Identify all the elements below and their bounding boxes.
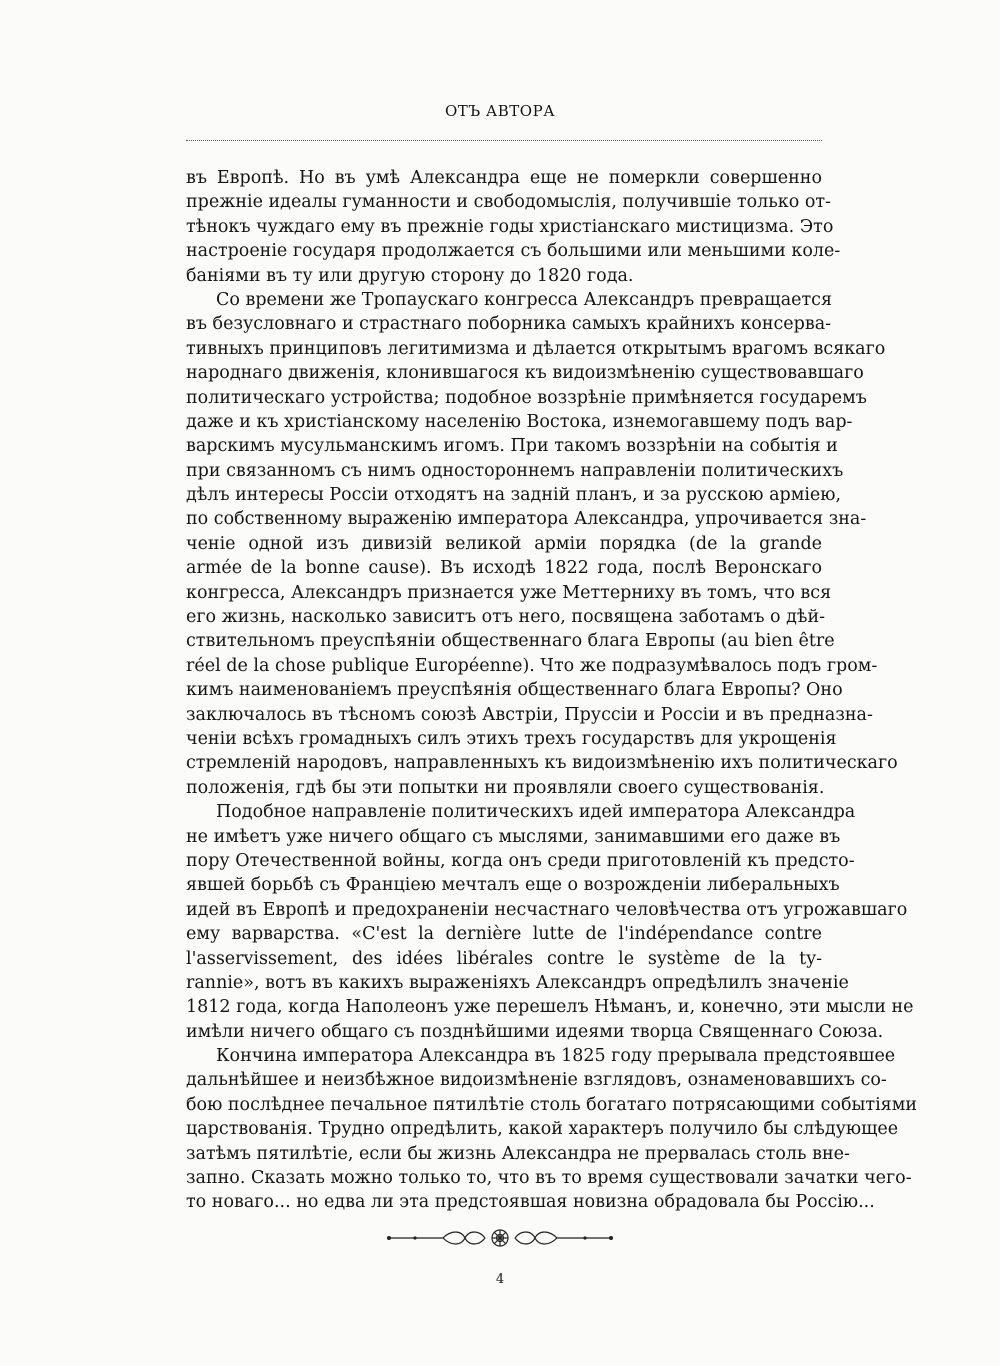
text-line: rannie», вотъ въ какихъ выраженіяхъ Александръ опредѣлилъ значеніе	[186, 972, 849, 993]
text-line: не имѣетъ уже ничего общаго съ мыслями, занимавшими его даже въ	[186, 826, 841, 847]
text-line: политическаго устройства; подобное воззрѣніе примѣняется государемъ	[186, 387, 867, 408]
text-line: баніями въ ту или другую сторону до 1820 года.	[186, 265, 634, 286]
text-line: идей въ Европѣ и предохраненіи несчастнаго человѣчества отъ угрожавшаго	[186, 899, 908, 920]
page-number: 4	[495, 1272, 505, 1287]
text-line: царствованія. Трудно опредѣлить, какой характеръ получило бы слѣдующее	[186, 1119, 899, 1140]
text-line: l'asservissement, des idées libérales contre le système de la ty-	[186, 948, 822, 969]
text-line: Кончина императора Александра въ 1825 году прерывала предстоявшее	[216, 1046, 896, 1067]
text-line: réel de la chose publique Européenne). Что же подразумѣвалось подъ гром-	[186, 655, 878, 676]
text-line: пору Отечественной войны, когда онъ среди приготовленій къ предсто-	[186, 850, 855, 871]
text-line: 1812 года, когда Наполеонъ уже перешелъ Нѣманъ, и, конечно, эти мысли не	[186, 997, 914, 1018]
text-line: народнаго движенія, клонившагося къ видоизмѣненію существовавшаго	[186, 363, 864, 384]
text-line: тѣнокъ чуждаго ему въ прежніе годы христіанскаго мистицизма. Это	[186, 216, 834, 237]
text-line: запно. Сказать можно только то, что въ то время существовали зачатки чего-	[186, 1168, 912, 1189]
text-line: тивныхъ принциповъ легитимизма и дѣлается открытымъ врагомъ всякаго	[186, 338, 886, 359]
text-line: armée de la bonne cause). Въ исходѣ 1822 года, послѣ Веронскаго	[186, 558, 822, 579]
text-line: ему варварства. «C'est la dernière lutte de l'indépendance contre	[186, 924, 822, 945]
text-line: заключалось въ тѣсномъ союзѣ Австріи, Пруссіи и Россіи и въ предназна-	[186, 704, 873, 725]
text-line: настроеніе государя продолжается съ большими или меньшими коле-	[186, 241, 841, 262]
text-line: затѣмъ пятилѣтіе, если бы жизнь Александра не прервалась столь вне-	[186, 1143, 850, 1164]
text-line: имѣли ничего общаго съ позднѣйшими идеями творца Священнаго Союза.	[186, 1021, 884, 1042]
header-rule	[186, 140, 822, 141]
text-line: даже и къ христіанскому населенію Востока, изнемогавшему подъ вар-	[186, 411, 853, 432]
text-line: кимъ наименованіемъ преуспѣянія общественнаго блага Европы? Оно	[186, 680, 843, 701]
text-line: ствительномъ преуспѣяніи общественнаго блага Европы (au bien être	[186, 631, 835, 652]
text-line: стремленій народовъ, направленныхъ къ видоизмѣненію ихъ политическаго	[186, 753, 898, 774]
text-line: то новаго... но едва ли эта предстоявшая новизна обрадовала бы Россію...	[186, 1192, 875, 1213]
text-line: Со времени же Тропаускаго конгресса Александръ превращается	[216, 289, 833, 310]
text-line: явшей борьбѣ съ Франціею мечталъ еще о возрожденіи либеральныхъ	[186, 875, 840, 896]
running-head: ОТЪ АВТОРА	[444, 102, 556, 120]
text-line: ченіи всѣхъ громадныхъ силъ этихъ трехъ государствъ для укрощенія	[186, 728, 837, 749]
text-line: Подобное направленіе политическихъ идей императора Александра	[216, 802, 856, 823]
text-line: въ безусловнаго и страстнаго поборника самыхъ крайнихъ консерва-	[186, 314, 832, 335]
ornament-divider-icon	[385, 1226, 615, 1250]
text-line: дальнѣйшее и неизбѣжное видоизмѣненіе взглядовъ, ознаменовавшихъ со-	[186, 1070, 887, 1091]
text-line: его жизнь, насколько зависитъ отъ него, посвящена заботамъ о дѣй-	[186, 607, 826, 628]
text-line: ченіе одной изъ дивизій великой арміи порядка (de la grande	[186, 533, 822, 554]
text-line: варскимъ мусульманскимъ игомъ. При такомъ воззрѣніи на событія и	[186, 436, 838, 457]
text-line: прежніе идеалы гуманности и свободомыслія, получившіе только от-	[186, 192, 831, 213]
text-line: дѣлъ интересы Россіи отходятъ на задній планъ, и за русскою арміею,	[186, 485, 842, 506]
body-text	[186, 166, 918, 1215]
text-line: въ Европѣ. Но въ умѣ Александра еще не померкли совершенно	[186, 168, 822, 188]
text-line: конгресса, Александръ признается уже Меттерниху въ томъ, что вся	[186, 582, 832, 603]
text-line: положенія, гдѣ бы эти попытки ни проявляли своего существованія.	[186, 777, 825, 798]
text-line: бою послѣднее печальное пятилѣтіе столь богатаго потрясающими событіями	[186, 1094, 918, 1115]
text-line: при связанномъ съ нимъ одностороннемъ направленіи политическихъ	[186, 460, 844, 481]
text-line: по собственному выраженію императора Александра, упрочивается зна-	[186, 509, 867, 530]
